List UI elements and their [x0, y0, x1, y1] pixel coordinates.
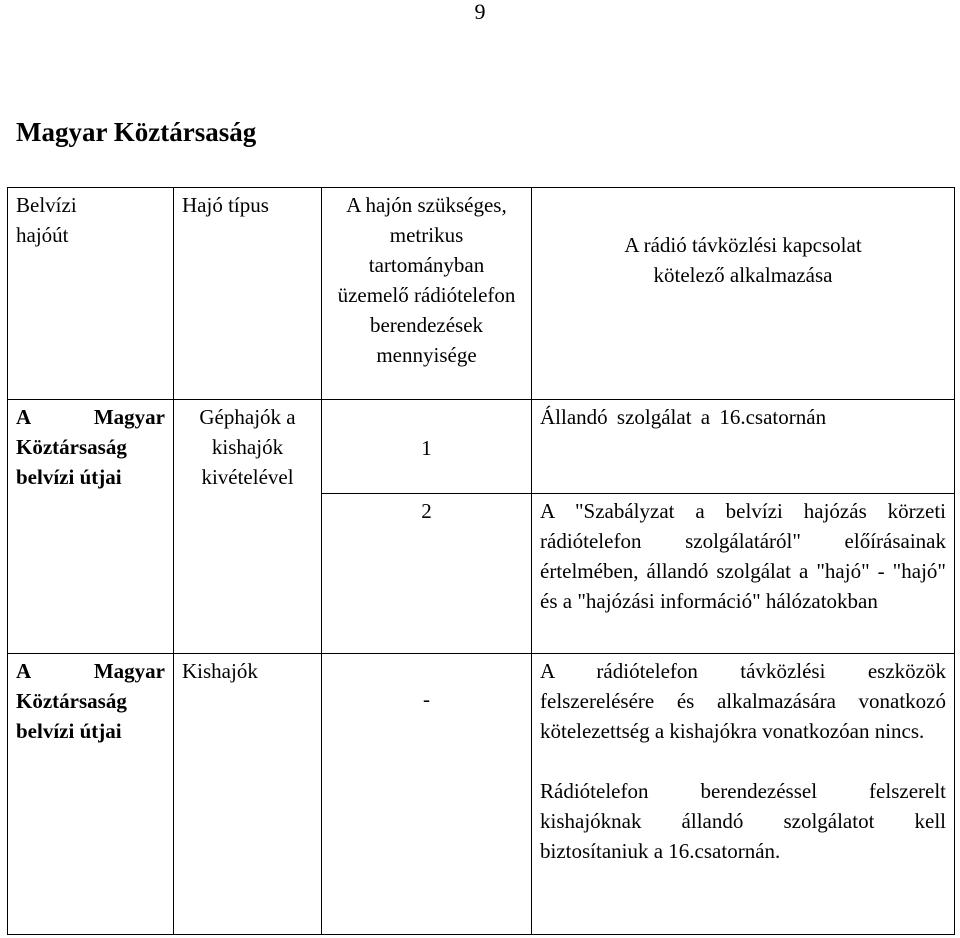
row1-waterway-text: A Magyar Köztársaság belvízi útjai [16, 405, 165, 489]
row1-quantity-a-text: 1 [421, 435, 432, 460]
row1-application-a [532, 400, 955, 494]
radio-requirements-table [7, 187, 955, 935]
header-ship-type [174, 188, 322, 400]
row2-waterway [8, 654, 174, 935]
row2-ship-type-text: Kishajók [182, 659, 258, 683]
row2-ship-type [174, 654, 322, 935]
header-ship-type-label: Hajó típus [182, 193, 269, 217]
row1-application-a-text: Állandó szolgálat a 16.csatornán [540, 405, 827, 429]
header-application [532, 188, 955, 400]
row1-ship-type-text: Géphajók a kishajók kivételével [199, 405, 296, 489]
row1-ship-type [174, 400, 322, 654]
row1-application-b [532, 494, 955, 654]
header-quantity [322, 188, 532, 400]
row1-quantity-b [322, 494, 532, 654]
page-number: 9 [474, 0, 486, 24]
row2-application-text-2: Rádiótelefon berendezéssel felszerelt kishajóknak állandó szolgálatot kell biztosítaniuk a 16.csatornán. [540, 779, 946, 863]
row1-waterway [8, 400, 174, 654]
row2-application-text-1: A rádiótelefon távközlési eszközök felszerelésére és alkalmazására vonatkozó kötelezettség a kishajókra vonatkozóan nincs. [540, 659, 946, 743]
row2-quantity [322, 654, 532, 935]
header-waterway-label: Belvízi hajóút [16, 193, 77, 247]
table-row [8, 400, 955, 494]
row1-quantity-b-text: 2 [421, 499, 432, 523]
header-waterway [8, 188, 174, 400]
page-title: Magyar Köztársaság [16, 117, 257, 147]
header-quantity-label: A hajón szükséges, metrikus tartományban üzemelő rádiótelefon berendezések mennyisége [337, 193, 516, 367]
table-header-row [8, 188, 955, 400]
row2-quantity-text: - [423, 687, 430, 711]
table-row [8, 654, 955, 935]
row2-waterway-text: A Magyar Köztársaság belvízi útjai [16, 659, 165, 743]
header-application-label: A rádió távközlési kapcsolat kötelező alkalmazása [624, 232, 862, 287]
row1-application-b-text: A "Szabályzat a belvízi hajózás körzeti rádiótelefon szolgálatáról" előírásainak értelmében, állandó szolgálat a "hajó" - "hajó" és a "hajózási információ" hálózatokban [540, 499, 946, 613]
row1-quantity-a [322, 400, 532, 494]
row2-application [532, 654, 955, 935]
